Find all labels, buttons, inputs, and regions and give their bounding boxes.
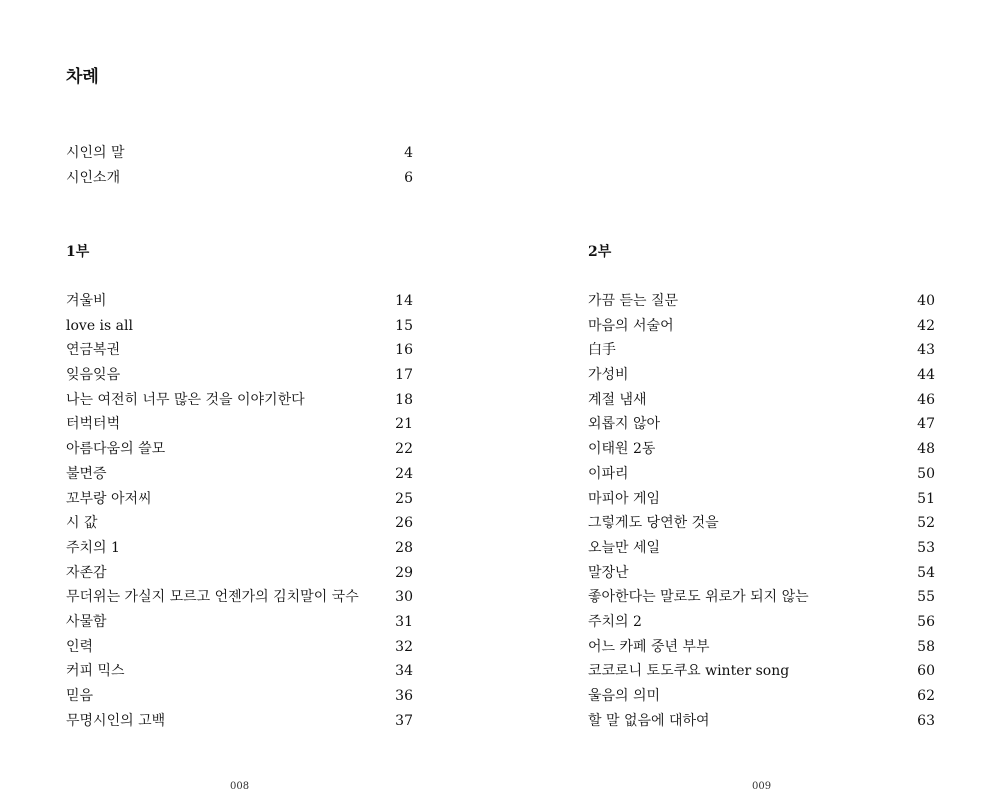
toc-entry-title: 울음의 의미 (588, 688, 661, 704)
toc-entry (66, 166, 413, 191)
toc-entry-title: 코코로니 토도쿠요 winter song (588, 663, 790, 680)
toc-entry (588, 487, 935, 512)
toc-entry-page: 18 (395, 391, 413, 408)
toc-entry-page: 58 (917, 638, 935, 655)
toc-entry-title: 사물함 (66, 613, 107, 630)
toc-entry-title: 어느 카페 중년 부부 (588, 638, 710, 655)
part-1-list (66, 289, 413, 733)
toc-entry-title: 외롭지 않아 (588, 416, 661, 433)
toc-entry-page: 17 (395, 367, 413, 384)
toc-entry (66, 289, 413, 314)
toc-entry-page: 31 (395, 613, 413, 630)
toc-entry (66, 610, 413, 635)
toc-entry (588, 314, 935, 339)
toc-entry-title: 무더위는 가실지 모르고 언젠가의 김치말이 국수 (66, 589, 359, 606)
toc-entry-page: 63 (917, 712, 935, 729)
toc-entry (66, 141, 413, 166)
toc-entry-title: 가끔 듣는 질문 (588, 293, 679, 309)
toc-entry-title: 좋아한다는 말로도 위로가 되지 않는 (588, 589, 809, 606)
toc-entry-page: 60 (917, 663, 935, 680)
toc-entry-page: 40 (917, 293, 935, 309)
toc-entry (66, 561, 413, 586)
toc-entry (66, 437, 413, 462)
toc-entry (66, 511, 413, 536)
toc-entry-title: 마피아 게임 (588, 490, 661, 507)
toc-entry (66, 585, 413, 610)
toc-entry-page: 4 (404, 145, 413, 161)
toc-entry-title: 이태원 2동 (588, 441, 656, 458)
toc-entry-page: 44 (917, 367, 935, 384)
intro-list (66, 141, 413, 190)
toc-entry-page: 46 (917, 391, 935, 408)
toc-entry-title: 가성비 (588, 367, 629, 384)
toc-entry (588, 511, 935, 536)
toc-entry-page: 48 (917, 441, 935, 458)
toc-entry-title: 연금복권 (66, 342, 121, 359)
toc-entry-title: 꼬부랑 아저씨 (66, 490, 152, 507)
toc-entry (588, 363, 935, 388)
toc-entry-title: 무명시인의 고백 (66, 712, 166, 729)
part-1-heading: 1부 (66, 244, 90, 260)
toc-entry (66, 684, 413, 709)
toc-entry (66, 659, 413, 684)
toc-entry-page: 47 (917, 416, 935, 433)
toc-entry-page: 52 (917, 515, 935, 532)
toc-entry-page: 51 (917, 490, 935, 507)
part-2-list (588, 289, 935, 733)
toc-entry (66, 338, 413, 363)
left-page-number: 008 (230, 781, 250, 792)
toc-entry (66, 363, 413, 388)
toc-entry-page: 30 (395, 589, 413, 606)
toc-entry-title: 할 말 없음에 대하여 (588, 712, 710, 729)
toc-entry (66, 635, 413, 660)
toc-entry-title: 오늘만 세일 (588, 539, 661, 556)
toc-entry-title: 시인소개 (66, 169, 121, 186)
toc-entry (588, 536, 935, 561)
toc-entry-page: 34 (395, 663, 413, 680)
toc-entry-page: 26 (395, 515, 413, 532)
toc-entry-title: 나는 여전히 너무 많은 것을 이야기한다 (66, 391, 305, 408)
toc-entry-page: 43 (917, 342, 935, 359)
toc-entry-page: 28 (395, 539, 413, 556)
toc-entry (588, 585, 935, 610)
toc-entry-title: love is all (66, 317, 133, 334)
toc-entry (588, 709, 935, 734)
toc-entry-page: 25 (395, 490, 413, 507)
toc-entry-page: 55 (917, 589, 935, 606)
toc-entry-page: 56 (917, 613, 935, 630)
toc-entry (588, 338, 935, 363)
toc-entry-page: 22 (395, 441, 413, 458)
toc-entry-title: 그렇게도 당연한 것을 (588, 515, 719, 532)
toc-entry (588, 412, 935, 437)
toc-title: 차례 (66, 67, 99, 87)
toc-entry (588, 388, 935, 413)
toc-entry-page: 54 (917, 564, 935, 581)
toc-entry-page: 6 (404, 169, 413, 186)
toc-entry-title: 이파리 (588, 465, 629, 482)
toc-entry-title: 주치의 2 (588, 613, 642, 630)
toc-entry-title: 주치의 1 (66, 539, 120, 556)
toc-entry (66, 412, 413, 437)
toc-entry (66, 388, 413, 413)
toc-entry-title: 믿음 (66, 688, 94, 704)
toc-entry-title: 커피 믹스 (66, 663, 125, 680)
toc-entry-page: 37 (395, 712, 413, 729)
toc-entry-title: 자존감 (66, 564, 107, 581)
toc-entry-page: 21 (395, 416, 413, 433)
toc-entry-title: 인력 (66, 638, 94, 655)
toc-entry (66, 487, 413, 512)
toc-entry (66, 314, 413, 339)
toc-entry-title: 터벅터벅 (66, 416, 121, 433)
toc-entry-page: 36 (395, 688, 413, 704)
toc-entry-title: 계절 냄새 (588, 391, 647, 408)
toc-entry (588, 289, 935, 314)
toc-entry-title: 白手 (588, 342, 616, 359)
toc-entry (588, 437, 935, 462)
toc-entry-title: 아름다움의 쓸모 (66, 441, 166, 458)
toc-entry (588, 684, 935, 709)
toc-entry (588, 462, 935, 487)
toc-entry (66, 709, 413, 734)
toc-entry (588, 635, 935, 660)
toc-entry (66, 462, 413, 487)
toc-entry-page: 32 (395, 638, 413, 655)
toc-entry-page: 14 (395, 293, 413, 309)
toc-entry-title: 마음의 서술어 (588, 317, 674, 334)
toc-entry-page: 24 (395, 465, 413, 482)
toc-entry-title: 시인의 말 (66, 145, 125, 161)
toc-entry-title: 불면증 (66, 465, 107, 482)
part-2-heading: 2부 (588, 244, 612, 260)
toc-entry-page: 53 (917, 539, 935, 556)
toc-entry (66, 536, 413, 561)
toc-entry-page: 29 (395, 564, 413, 581)
toc-entry-page: 42 (917, 317, 935, 334)
toc-entry-page: 15 (395, 317, 413, 334)
toc-entry-page: 62 (917, 688, 935, 704)
toc-entry-title: 시 값 (66, 515, 98, 532)
right-page-number: 009 (752, 781, 772, 792)
toc-entry (588, 561, 935, 586)
toc-entry-title: 겨울비 (66, 293, 107, 309)
toc-entry-page: 50 (917, 465, 935, 482)
toc-entry-title: 잊음잊음 (66, 367, 121, 384)
toc-entry (588, 610, 935, 635)
toc-entry-title: 말장난 (588, 564, 629, 581)
toc-entry-page: 16 (395, 342, 413, 359)
toc-entry (588, 659, 935, 684)
